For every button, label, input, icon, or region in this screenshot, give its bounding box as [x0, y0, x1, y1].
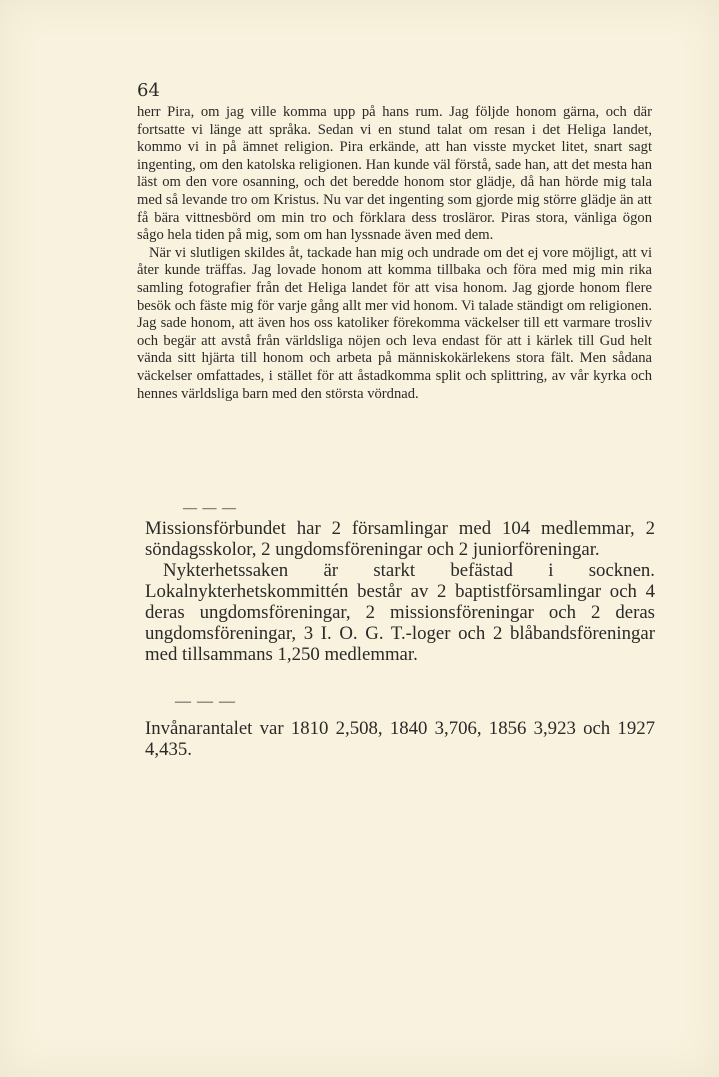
narrative-text	[137, 104, 652, 403]
paragraph: Invånarantalet var 1810 2,508, 1840 3,706, 1856 3,923 och 1927 4,435.	[145, 718, 655, 760]
statistics-text	[145, 518, 655, 665]
paragraph: herr Pira, om jag ville komma upp på hans rum. Jag följde honom gärna, och där fortsatte vi länge att språka. Sedan vi en stund talat om resan i det Heliga landet, kommo vi in på ämnet religion. Pira erkände, att han visste mycket litet, snart sagt ingenting, om den katolska religionen. Han kunde väl förstå, sade han, att det mesta han läst om den vore osanning, och det beredde honom stor glädje, då han hörde mig tala med så levande tro om Kristus. Nu var det ingenting som gjorde mig större glädje än att få bära vittnesbörd om min tro och förklara dess trosläror. Piras stora, vänliga ögon sågo hela tiden på mig, som om han lyssnade även med dem.	[137, 104, 652, 244]
section-separator: — — —	[183, 501, 237, 516]
paragraph: Missionsförbundet har 2 församlingar med 104 medlemmar, 2 söndagsskolor, 2 ungdomsföreningar och 2 juniorföreningar.	[145, 518, 655, 560]
page-number: 64	[137, 80, 160, 101]
paragraph: Nykterhetssaken är starkt befästad i socknen. Lokalnykterhetskommittén består av 2 baptistförsamlingar och 4 deras ungdomsföreningar, 2 missionsföreningar och 2 deras ungdomsföreningar, 3 I. O. G. T.-loger och 2 blåbandsföreningar med tillsammans 1,250 medlemmar.	[145, 560, 655, 665]
population-text	[145, 718, 655, 760]
paragraph: När vi slutligen skildes åt, tackade han mig och undrade om det ej vore möjligt, att vi åter kunde träffas. Jag lovade honom att komma tillbaka och föra med mig min rika samling fotografier från det Heliga landet för att visa honom. Jag gjorde honom flere besök och fäste mig för varje gång allt mer vid honom. Vi talade ständigt om religionen. Jag sade honom, att även hos oss katoliker förekomma väckelser till ett varmare trosliv och begär att avstå från världsliga nöjen och leva endast för att i kärlek till Gud helt vända sitt hjärta till honom och arbeta på människokärlekens stora fält. Men sådana väckelser omfattades, i stället för att åstadkomma split och splittring, av vår kyrka och hennes världsliga barn med den största vördnad.	[137, 244, 652, 402]
section-separator: — — —	[175, 693, 236, 710]
